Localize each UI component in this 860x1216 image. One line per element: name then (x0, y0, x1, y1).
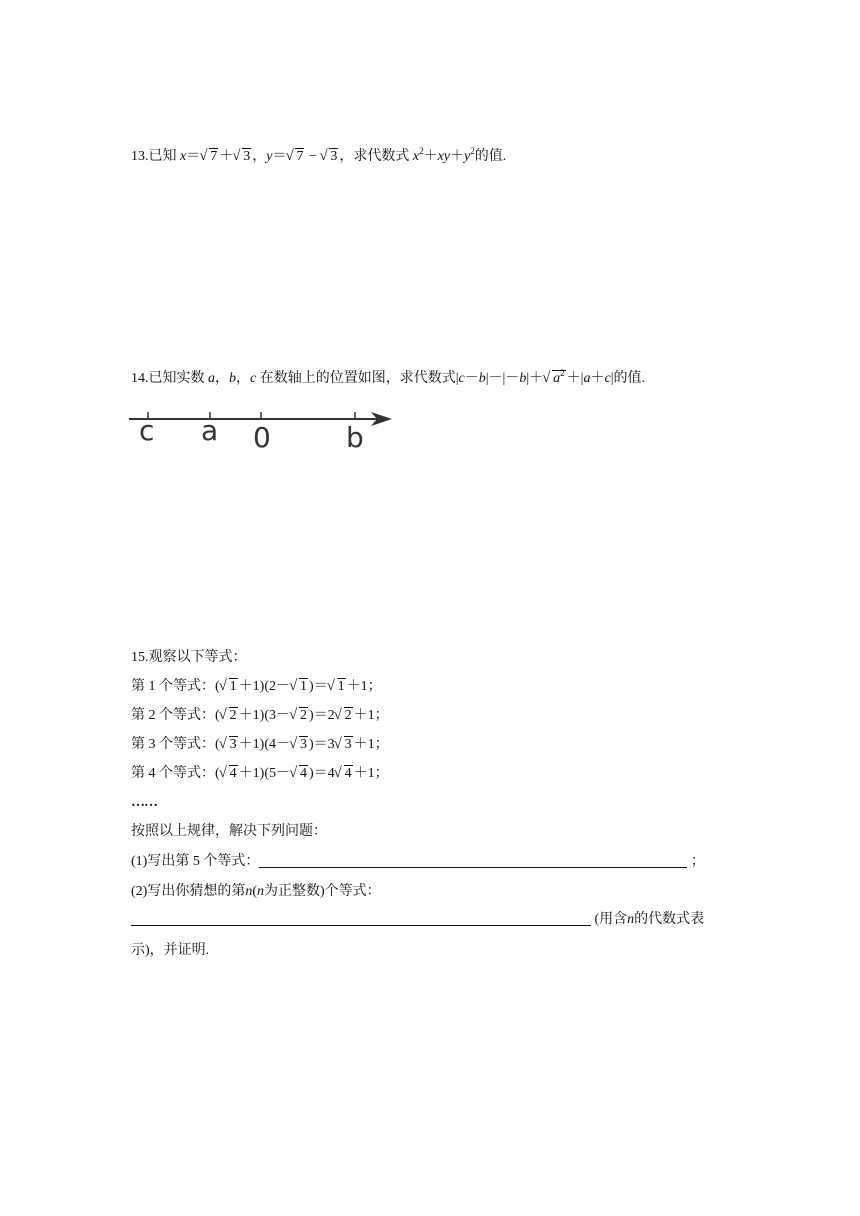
equation-3: 第 3 个等式：(√ 3 ＋1)(4－√ 3 )＝3√ 3 ＋1； (131, 735, 389, 755)
question-15-heading: 15.观察以下等式： (131, 650, 247, 665)
part-2-tail: 示)，并证明. (131, 943, 210, 958)
number-line-figure (127, 404, 397, 456)
question-14: 14.已知实数 a，b，c 在数轴上的位置如图，求代数式|c－b|－|－b|＋√ $a^2 +|a+c|$的值. (131, 369, 645, 389)
rule-text: 按照以上规律，解决下列问题： (131, 824, 327, 839)
answer-blank-2[interactable] (131, 925, 591, 926)
answer-blank-1[interactable] (259, 867, 687, 868)
part-2-answer: (用含n的代数式表 (131, 910, 704, 930)
sqrt: √ 2 (290, 706, 308, 726)
sqrt: √ 2 (335, 706, 353, 726)
sqrt: √ 2 (220, 706, 238, 726)
axis-label-c: c (139, 414, 155, 447)
sqrt: √ 3 (220, 735, 238, 755)
sqrt: √ 3 (335, 735, 353, 755)
sqrt: √ $a^2$ (543, 369, 566, 389)
axis-label-0: 0 (253, 421, 271, 454)
sqrt: √ 3 (320, 147, 338, 167)
part-2: (2)写出你猜想的第n(n为正整数)个等式： (131, 884, 381, 899)
part-1: (1)写出第 5 个等式： ； (131, 854, 705, 869)
sqrt: √ 1 (328, 677, 346, 697)
ellipsis: …… (131, 795, 157, 810)
sqrt: √ 7 (200, 147, 218, 167)
equation-2: 第 2 个等式：(√ 2 ＋1)(3－√ 2 )＝2√ 2 ＋1； (131, 706, 389, 726)
axis-label-b: b (346, 421, 364, 454)
axis-label-a: a (201, 414, 219, 447)
sqrt: √ 3 (233, 147, 251, 167)
sqrt: √ 4 (290, 764, 308, 784)
equation-1: 第 1 个等式：(√ 1 ＋1)(2－√ 1 )＝√ 1 ＋1； (131, 677, 382, 697)
sqrt: √ 1 (290, 677, 308, 697)
sqrt: √ 7 (286, 147, 304, 167)
sqrt: √ 4 (220, 764, 238, 784)
question-13: 13.已知 x＝√ 7 ＋√ 3 ，y＝√ 7 − √ 3 ，求代数式 $x^2+xy+y^2$的值. (131, 147, 506, 167)
equation-4: 第 4 个等式：(√ 4 ＋1)(5－√ 4 )＝4√ 4 ＋1； (131, 764, 389, 784)
sqrt: √ 4 (335, 764, 353, 784)
sqrt: √ 3 (290, 735, 308, 755)
sqrt: √ 1 (220, 677, 238, 697)
